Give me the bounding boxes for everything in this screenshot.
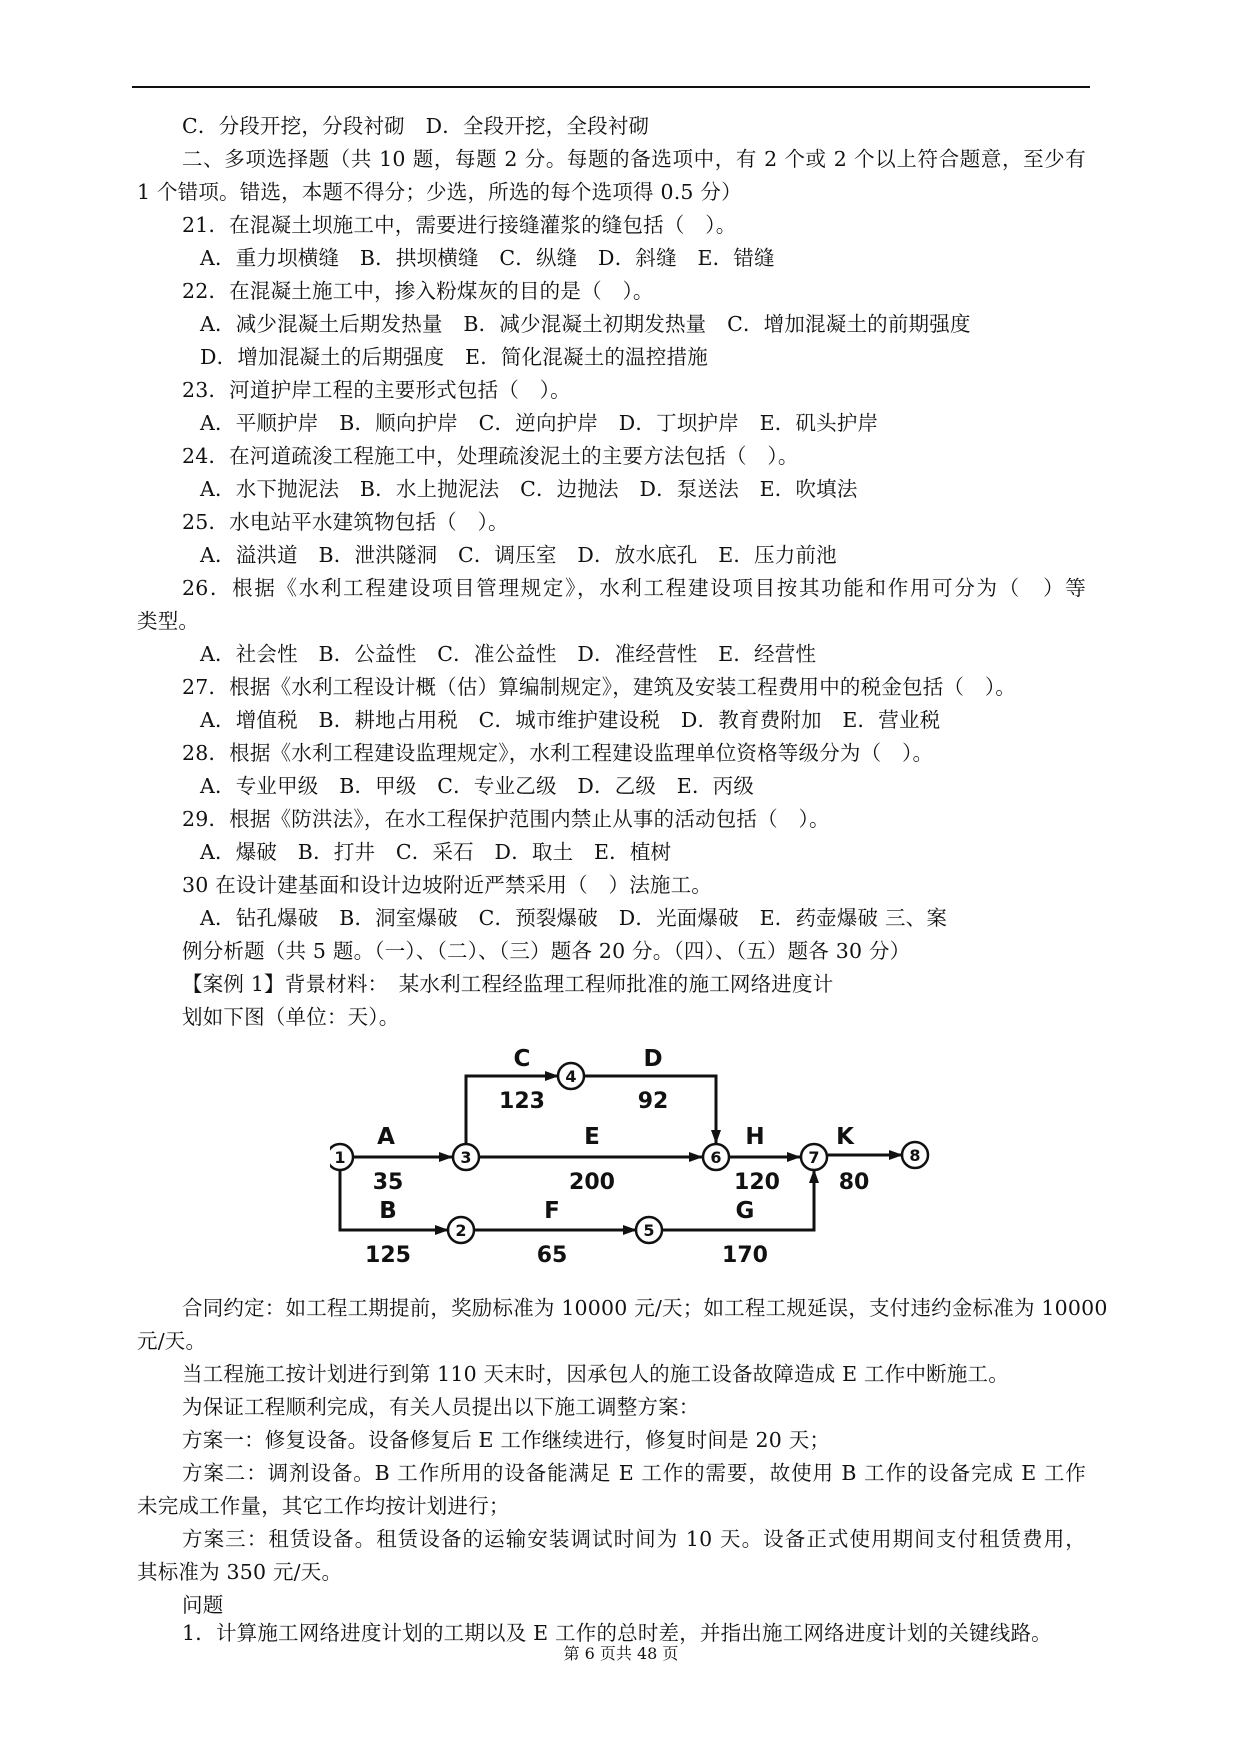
text-line: 1 个错项。错选，本题不得分；少选，所选的每个选项得 0.5 分） [137, 180, 742, 204]
node-label: 1 [334, 1148, 346, 1167]
text-line: 元/天。 [137, 1329, 207, 1353]
options-28: A．专业甲级 B．甲级 C．专业乙级 D．乙级 E．丙级 [200, 774, 755, 798]
activity-name: F [544, 1198, 560, 1224]
question-30: 30 在设计建基面和设计边坡附近严禁采用（ ）法施工。 [182, 873, 713, 897]
activity-duration: 200 [569, 1170, 615, 1195]
options-26: A．社会性 B．公益性 C．准公益性 D．准经营性 E．经营性 [200, 642, 817, 666]
text-line: 划如下图（单位：天）。 [182, 1005, 400, 1029]
node-label: 8 [909, 1146, 921, 1165]
activity-name: H [745, 1124, 765, 1150]
question-22: 22．在混凝土施工中，掺入粉煤灰的目的是（ ）。 [182, 279, 654, 303]
header-rule [132, 86, 1090, 88]
text-line: 未完成工作量，其它工作均按计划进行； [137, 1494, 510, 1518]
section-heading: 二、多项选择题（共 10 题，每题 2 分。每题的备选项中，有 2 个或 2 个以上符合题意，至少有 [182, 147, 1086, 171]
node-label: 7 [808, 1148, 820, 1167]
node-label: 2 [455, 1221, 467, 1240]
activity-duration: 80 [838, 1170, 870, 1195]
text-line: 其标准为 350 元/天。 [137, 1560, 343, 1584]
question-1: 1．计算施工网络进度计划的工期以及 E 工作的总时差，并指出施工网络进度计划的关键线路。 [182, 1621, 1052, 1645]
activity-name: G [735, 1198, 755, 1224]
text-line: 方案二：调剂设备。B 工作所用的设备能满足 E 工作的需要，故使用 B 工作的设备完成 E 工作 [182, 1461, 1086, 1485]
node-label: 3 [460, 1148, 472, 1167]
node-label: 4 [565, 1067, 577, 1086]
activity-name: A [377, 1124, 395, 1150]
activity-duration: 170 [722, 1243, 768, 1268]
activity-duration: 65 [536, 1243, 568, 1268]
text-line: 为保证工程顺利完成，有关人员提出以下施工调整方案： [182, 1395, 700, 1419]
question-25: 25．水电站平水建筑物包括（ ）。 [182, 510, 509, 534]
options-27: A．增值税 B．耕地占用税 C．城市维护建设税 D．教育费附加 E．营业税 [200, 708, 941, 732]
question-26: 26．根据《水利工程建设项目管理规定》，水利工程建设项目按其功能和作用可分为（ ）等 [182, 576, 1086, 600]
question-29: 29．根据《防洪法》，在水工程保护范围内禁止从事的活动包括（ ）。 [182, 807, 830, 831]
activity-name: B [379, 1198, 397, 1224]
activity-duration: 125 [365, 1243, 411, 1268]
options-29: A．爆破 B．打井 C．采石 D．取土 E．植树 [200, 840, 672, 864]
options-30: A．钻孔爆破 B．洞室爆破 C．预裂爆破 D．光面爆破 E．药壶爆破 三、案 [200, 906, 948, 930]
options-21: A．重力坝横缝 B．拱坝横缝 C．纵缝 D．斜缝 E．错缝 [200, 246, 775, 270]
activity-duration: 92 [637, 1089, 669, 1114]
case-title: 【案例 1】背景材料： 某水利工程经监理工程师批准的施工网络进度计 [182, 972, 834, 996]
text-line: 方案一：修复设备。设备修复后 E 工作继续进行，修复时间是 20 天； [182, 1428, 831, 1452]
options-22: A．减少混凝土后期发热量 B．减少混凝土初期发热量 C．增加混凝土的前期强度 [200, 312, 971, 336]
options-22: D．增加混凝土的后期强度 E．简化混凝土的温控措施 [200, 345, 708, 369]
options-24: A．水下抛泥法 B．水上抛泥法 C．边抛法 D．泵送法 E．吹填法 [200, 477, 858, 501]
node-label: 5 [643, 1221, 655, 1240]
text-line: 当工程施工按计划进行到第 110 天末时，因承包人的施工设备故障造成 E 工作中断施工。 [182, 1362, 1009, 1386]
text-line: 方案三：租赁设备。租赁设备的运输安装调试时间为 10 天。设备正式使用期间支付租赁费用， [182, 1527, 1086, 1551]
options-25: A．溢洪道 B．泄洪隧洞 C．调压室 D．放水底孔 E．压力前池 [200, 543, 837, 567]
section-heading: 例分析题（共 5 题。（一）、（二）、（三）题各 20 分。（四）、（五）题各 30 分） [182, 939, 911, 963]
activity-name: K [836, 1124, 854, 1150]
text-line: 类型。 [137, 609, 200, 633]
activity-duration: 123 [499, 1089, 545, 1114]
activity-duration: 35 [372, 1170, 404, 1195]
activity-name: D [643, 1046, 663, 1072]
text-line: 问题 [182, 1593, 224, 1617]
activity-duration: 120 [734, 1170, 780, 1195]
question-27: 27．根据《水利工程设计概（估）算编制规定》，建筑及安装工程费用中的税金包括（ ）。 [182, 675, 1016, 699]
text-line: 合同约定：如工程工期提前，奖励标准为 10000 元/天；如工程工规延误，支付违约金标准为 10000 [182, 1296, 1108, 1320]
text-line: C．分段开挖，分段衬砌 D．全段开挖，全段衬砌 [182, 114, 650, 138]
question-28: 28．根据《水利工程建设监理规定》，水利工程建设监理单位资格等级分为（ ）。 [182, 741, 934, 765]
activity-name: E [584, 1124, 600, 1150]
node-label: 6 [710, 1148, 722, 1167]
activity-name: C [513, 1046, 531, 1072]
options-23: A．平顺护岸 B．顺向护岸 C．逆向护岸 D．丁坝护岸 E．矶头护岸 [200, 411, 879, 435]
network-diagram [330, 1040, 950, 1280]
question-23: 23．河道护岸工程的主要形式包括（ ）。 [182, 378, 571, 402]
question-24: 24．在河道疏浚工程施工中，处理疏浚泥土的主要方法包括（ ）。 [182, 444, 799, 468]
question-21: 21．在混凝土坝施工中，需要进行接缝灌浆的缝包括（ ）。 [182, 213, 737, 237]
page-footer: 第 6 页共 48 页 [563, 1644, 679, 1663]
